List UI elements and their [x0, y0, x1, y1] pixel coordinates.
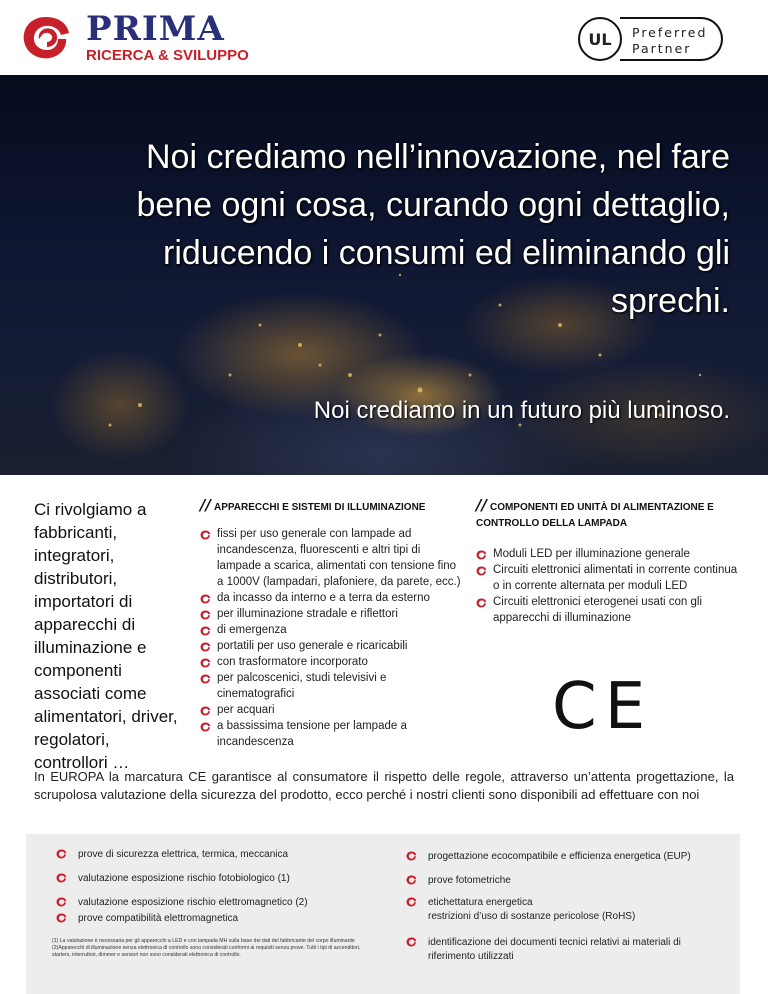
bullet-swirl-icon: [200, 721, 211, 731]
bullet-swirl-icon: [476, 597, 487, 607]
list-item: portatili per uso generale e ricaricabili: [200, 638, 462, 654]
list-item: di emergenza: [200, 622, 462, 638]
bullet-swirl-icon: [200, 673, 211, 683]
list-item: per acquari: [200, 702, 462, 718]
column-title: // APPARECCHI E SISTEMI DI ILLUMINAZIONE: [200, 496, 426, 514]
brand-name: PRIMA: [86, 9, 225, 49]
service-item: etichettatura energetica: [402, 896, 722, 910]
list-item: Moduli LED per illuminazione generale: [476, 546, 738, 562]
brand-subtitle: RICERCA & SVILUPPO: [86, 47, 249, 64]
list-item: per illuminazione stradale e riflettori: [200, 606, 462, 622]
ul-line1: Preferred: [632, 25, 708, 40]
intro-text: Ci rivolgiamo a fabbricanti, integratori, distributori, importatori di apparecchi di illuminazione e componenti associati come alimentatori, driver, regolatori, controllori …: [34, 500, 178, 772]
service-item: valutazione esposizione rischio fotobiologico (1): [52, 872, 382, 886]
bullet-swirl-icon: [406, 851, 417, 861]
bullet-swirl-icon: [200, 641, 211, 651]
service-item: restrizioni d’uso di sostanze pericolose (RoHS): [428, 911, 636, 922]
ce-paragraph: In EUROPA la marcatura CE garantisce al consumatore il rispetto delle regole, attraverso un’attenta progettazione, la scrupolosa valutazione della sicurezza del prodotto, ecco perché i nostri clienti sono disponibili ad effettuare con noi: [34, 769, 734, 802]
service-item: prove compatibilità elettromagnetica: [52, 912, 382, 926]
header: [0, 0, 768, 75]
bullet-swirl-icon: [476, 565, 487, 575]
list-item: con trasformatore incorporato: [200, 654, 462, 670]
service-item: progettazione ecocompatibile e efficienza energetica (EUP): [402, 850, 722, 864]
lighting-systems-list: [200, 526, 462, 750]
ul-line2: Partner: [632, 41, 692, 56]
bullet-swirl-icon: [200, 529, 211, 539]
bullet-swirl-icon: [56, 849, 67, 859]
prima-logo-icon: [20, 13, 72, 63]
hero-quote: Noi crediamo nell’innovazione, nel fare bene ogni cosa, curando ogni dettaglio, riducendo i consumi ed eliminando gli sprechi.: [136, 138, 730, 320]
hero-subline: Noi crediamo in un futuro più luminoso.: [313, 397, 730, 424]
ce-mark-icon: CE: [552, 670, 654, 744]
components-column: [476, 497, 738, 626]
service-item: identificazione dei documenti tecnici relativi ai materiali di riferimento utilizzati: [402, 936, 722, 964]
list-item: Circuiti elettronici alimentati in corrente continua o in corrente alternata per moduli LED: [476, 562, 738, 594]
ul-partner-label: [620, 17, 723, 61]
bullet-swirl-icon: [56, 897, 67, 907]
service-item: valutazione esposizione rischio elettromagnetico (2): [52, 896, 382, 910]
column-title: // COMPONENTI ED UNITÀ DI ALIMENTAZIONE E CONTROLLO DELLA LAMPADA: [476, 496, 714, 529]
bullet-swirl-icon: [406, 937, 417, 947]
bullet-swirl-icon: [406, 897, 417, 907]
service-item: prove fotometriche: [402, 874, 722, 888]
list-item: Circuiti elettronici eterogenei usati con gli apparecchi di illuminazione: [476, 594, 738, 626]
bullet-swirl-icon: [56, 873, 67, 883]
bullet-swirl-icon: [200, 625, 211, 635]
bullet-swirl-icon: [200, 705, 211, 715]
list-item: per palcoscenici, studi televisivi e cinematografici: [200, 670, 462, 702]
bullet-swirl-icon: [56, 913, 67, 923]
bullet-swirl-icon: [200, 593, 211, 603]
components-list: [476, 546, 738, 626]
footnote-2: (2)Apparecchi di illuminazione senza elettronica di controllo sono considerati conformi ai requisiti senza prove. Tutti i tipi di accenditori, starters, interruttori, dimmer e sensori non sono considerati elettronica di controllo.: [52, 945, 361, 958]
bullet-swirl-icon: [406, 875, 417, 885]
footnote-1: (1) La valutazione è necessaria per gli apparecchi a LED e con lampada MH sulla base dei dati del fabbricante del corpo illuminante: [52, 938, 355, 944]
slashes-icon: //: [476, 496, 487, 514]
service-item: prove di sicurezza elettrica, termica, meccanica: [52, 848, 382, 862]
footnotes: [52, 938, 372, 959]
lighting-systems-column: [200, 497, 462, 750]
bullet-swirl-icon: [200, 609, 211, 619]
hero-banner: [0, 75, 768, 475]
bullet-swirl-icon: [200, 657, 211, 667]
ul-icon: UL: [578, 17, 622, 61]
ul-preferred-partner: [578, 14, 728, 64]
prima-logo: [20, 9, 249, 64]
slashes-icon: //: [200, 496, 211, 514]
list-item: fissi per uso generale con lampade ad incandescenza, fluorescenti e altri tipi di lampade a scarica, alimentati con tensione fino a 1000V (lampadari, plafoniere, da parete, ecc.): [200, 526, 462, 590]
list-item: da incasso da interno e a terra da esterno: [200, 590, 462, 606]
list-item: a bassissima tensione per lampade a incandescenza: [200, 718, 462, 750]
bullet-swirl-icon: [476, 549, 487, 559]
